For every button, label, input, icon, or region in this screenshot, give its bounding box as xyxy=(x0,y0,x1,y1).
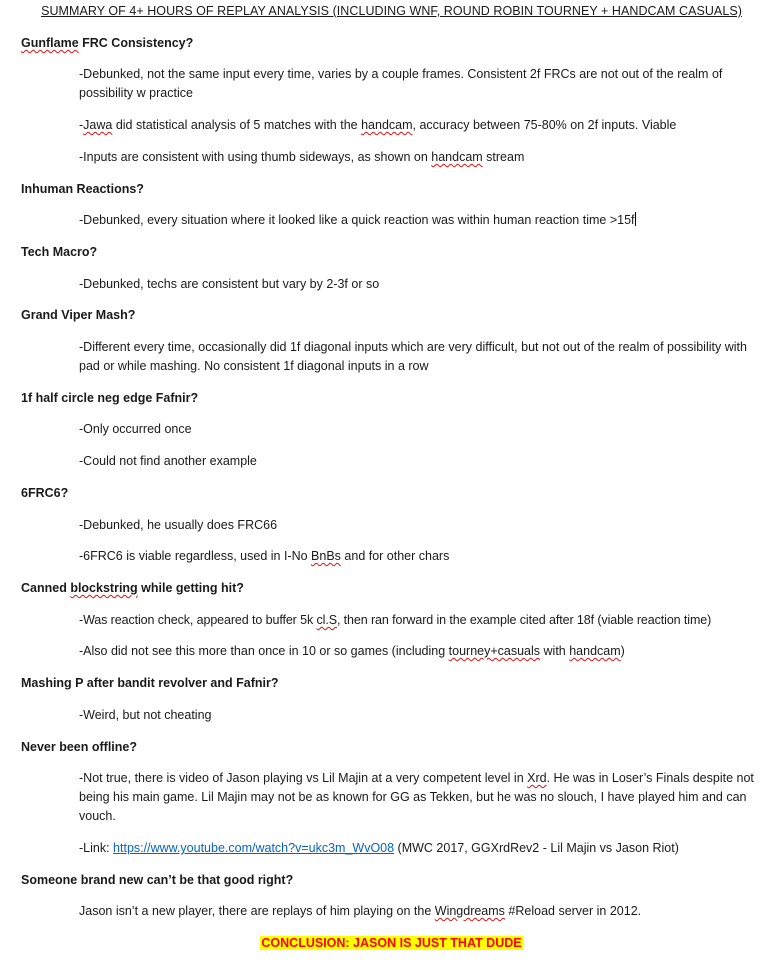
spellcheck-word: cl.S xyxy=(316,613,337,627)
paragraph: -Debunked, not the same input every time, varies by a couple frames. Consistent 2f FRCs are not out of the realm of possibility w practice xyxy=(79,67,723,100)
paragraph: -Also did not see this more than once in 10 or so games (including tourney+casuals with handcam) xyxy=(79,644,625,658)
spellcheck-word: Gunflame xyxy=(21,36,79,50)
heading-canned-blockstring: Canned blockstring while getting hit? xyxy=(21,581,244,595)
text-cursor xyxy=(635,212,636,226)
paragraph: -6FRC6 is viable regardless, used in I-No BnBs and for other chars xyxy=(79,549,450,563)
spellcheck-word: BnBs xyxy=(311,549,341,563)
paragraph: -Only occurred once xyxy=(79,422,192,436)
spellcheck-word: Jawa xyxy=(83,118,113,132)
heading-6frc6: 6FRC6? xyxy=(21,486,69,500)
spellcheck-word: Wingdreams xyxy=(434,904,505,918)
heading-gunflame-frc: Gunflame FRC Consistency? xyxy=(21,36,194,50)
paragraph: -Was reaction check, appeared to buffer 5k cl.S, then ran forward in the example cited after 18f (viable reaction time) xyxy=(79,613,712,627)
paragraph: -Debunked, techs are consistent but vary by 2-3f or so xyxy=(79,277,380,291)
paragraph: -Different every time, occasionally did 1f diagonal inputs which are very difficult, but not out of the realm of possibility with pad or while mashing. No consistent 1f diagonal inputs in a row xyxy=(79,340,747,373)
spellcheck-word: handcam xyxy=(361,118,413,132)
spellcheck-word: handcam xyxy=(431,150,483,164)
spellcheck-word: handcam xyxy=(569,644,621,658)
heading-half-circle-neg-edge: 1f half circle neg edge Fafnir? xyxy=(21,391,199,405)
heading-mashing-p: Mashing P after bandit revolver and Fafnir? xyxy=(21,676,279,690)
heading-grand-viper-mash: Grand Viper Mash? xyxy=(21,308,136,322)
paragraph: -Link: https://www.youtube.com/watch?v=ukc3m_WvO08 (MWC 2017, GGXrdRev2 - Lil Majin vs Jason Riot) xyxy=(79,841,679,855)
paragraph: -Jawa did statistical analysis of 5 matches with the handcam, accuracy between 75-80% on 2f inputs. Viable xyxy=(79,118,677,132)
document-title: SUMMARY OF 4+ HOURS OF REPLAY ANALYSIS (INCLUDING WNF, ROUND ROBIN TOURNEY + HANDCAM CASUALS) xyxy=(41,4,742,18)
paragraph: -Inputs are consistent with using thumb sideways, as shown on handcam stream xyxy=(79,150,525,164)
spellcheck-word: blockstring xyxy=(70,581,138,595)
youtube-link[interactable]: https://www.youtube.com/watch?v=ukc3m_WvO08 xyxy=(113,841,395,855)
paragraph: -Debunked, he usually does FRC66 xyxy=(79,518,278,532)
heading-never-been-offline: Never been offline? xyxy=(21,740,137,754)
heading-inhuman-reactions: Inhuman Reactions? xyxy=(21,182,144,196)
paragraph[interactable]: -Debunked, every situation where it looked like a quick reaction was within human reaction time >15f xyxy=(79,213,635,227)
conclusion xyxy=(0,934,783,953)
paragraph: -Not true, there is video of Jason playing vs Lil Majin at a very competent level in Xrd. He was in Loser’s Finals despite not being his main game. Lil Majin may not be as known for GG as Tekken, but he was no slouch, I have played him and can vouch. xyxy=(79,771,754,823)
spellcheck-word: tourney+casuals xyxy=(448,644,541,658)
conclusion-highlight: CONCLUSION: JASON IS JUST THAT DUDE xyxy=(261,936,522,950)
spellcheck-word: Xrd xyxy=(527,771,547,785)
heading-someone-brand-new: Someone brand new can’t be that good right? xyxy=(21,873,294,887)
paragraph: -Could not find another example xyxy=(79,454,257,468)
paragraph: Jason isn’t a new player, there are replays of him playing on the Wingdreams #Reload server in 2012. xyxy=(79,904,642,918)
paragraph: -Weird, but not cheating xyxy=(79,708,212,722)
heading-tech-macro: Tech Macro? xyxy=(21,245,98,259)
